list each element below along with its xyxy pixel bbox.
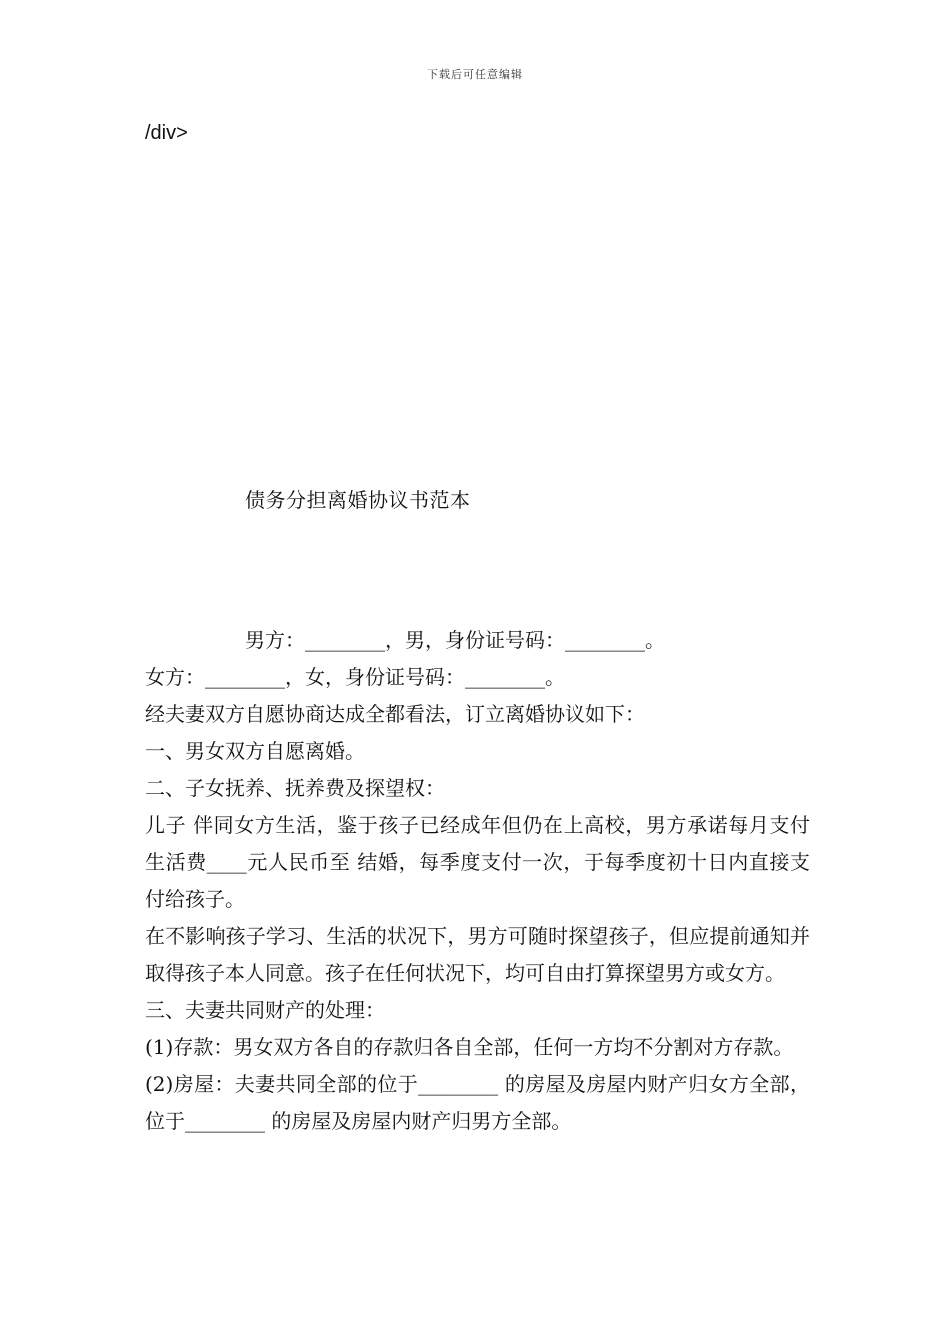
child-support-paragraph: 儿子 伴同女方生活，鉴于孩子已经成年但仍在上高校，男方承诺每月支付生活费____元人民币至 结婚，每季度支付一次，于每季度初十日内直接支付给孩子。 [145, 813, 810, 911]
page-header-note: 下载后可任意编辑 [427, 68, 523, 81]
housing-paragraph: (2)房屋：夫妻共同全部的位于________ 的房屋及房屋内财产归女方全部，位于________ 的房屋及房屋内财产归男方全部。 [145, 1072, 810, 1133]
agreement-intro: 经夫妻双方自愿协商达成全都看法，订立离婚协议如下： [145, 702, 645, 726]
clause-2-heading: 二、子女抚养、抚养费及探望权： [145, 776, 445, 800]
clause-3-heading: 三、夫妻共同财产的处理： [145, 998, 385, 1022]
party-male-line: 男方：________，男，身份证号码：________。 [245, 628, 665, 652]
document-title: 债务分担离婚协议书范本 [245, 488, 471, 512]
document-body [145, 622, 810, 1140]
savings-paragraph: (1)存款：男女双方各自的存款归各自全部，任何一方均不分割对方存款。 [145, 1035, 794, 1059]
stray-markup-text: /div> [145, 122, 188, 144]
clause-1-heading: 一、男女双方自愿离婚。 [145, 739, 365, 763]
party-female-line: 女方：________，女，身份证号码：________。 [145, 665, 565, 689]
visitation-paragraph: 在不影响孩子学习、生活的状况下，男方可随时探望孩子，但应提前通知并取得孩子本人同意。孩子在任何状况下，均可自由打算探望男方或女方。 [145, 924, 810, 985]
